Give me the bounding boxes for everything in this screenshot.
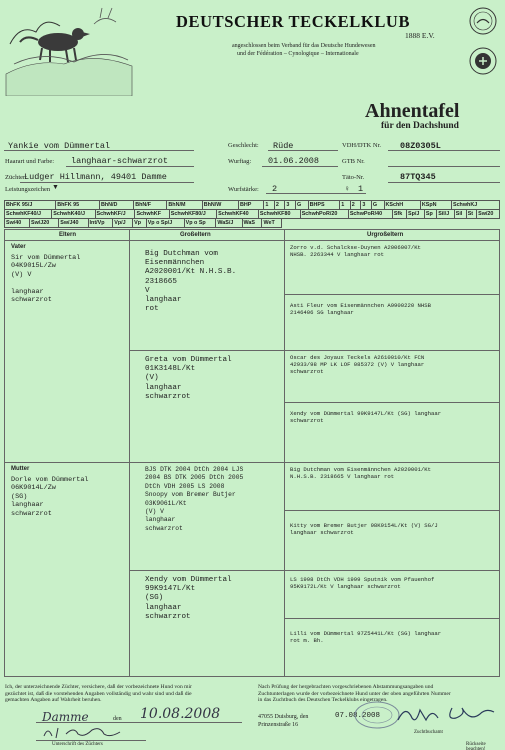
qual-cell: SchwhKF40 bbox=[217, 210, 259, 219]
vdh-number: 08Z0305L bbox=[400, 141, 441, 151]
club-year: 1888 E.V. bbox=[405, 31, 435, 40]
breeder-signature bbox=[40, 724, 140, 740]
coat-label: Haarart und Farbe: bbox=[5, 158, 55, 165]
qual-cell: St bbox=[466, 210, 476, 219]
dropdown-arrow-icon: ▼ bbox=[52, 184, 59, 191]
pedigree-table bbox=[4, 229, 500, 677]
qual-cell: KSpN bbox=[420, 201, 451, 210]
ggp-ss-sire: Zorro v.d. Schalckse-Duynen A2006007/Kt NHSB. 2263344 V langhaar rot bbox=[290, 244, 421, 258]
whelp-date: 01.06.2008 bbox=[268, 156, 320, 166]
ggp-divider-1 bbox=[284, 294, 499, 295]
col-header-grandparents: Großeltern bbox=[180, 232, 211, 238]
sex-line bbox=[268, 150, 338, 151]
qualification-row-3 bbox=[5, 219, 282, 228]
ggp-ss-dam: Asti Fleur vom Eisenmännchen A9900220 NHSB 2146406 SG langhaar bbox=[290, 302, 431, 316]
date-prefix: den bbox=[113, 716, 122, 722]
breeder-declaration: Ich, der unterzeichnende Züchter, versichere, daß der vorbezeichnete Hund von mir gezüchtet ist, daß die vorstehenden Angaben vollständig und wahr sind und daß die gemachten Angaben auf Wahrheit beruhen. bbox=[5, 684, 192, 704]
column-divider-1 bbox=[129, 230, 130, 676]
qual-cell: 2 bbox=[274, 201, 285, 210]
sire-dam-divider bbox=[5, 462, 499, 463]
dam-label: Mutter bbox=[11, 466, 30, 472]
qual-cell: BhN/W bbox=[202, 201, 238, 210]
qual-cell: SchwhKF/J bbox=[95, 210, 135, 219]
litter-label: Wurfstärke: bbox=[228, 186, 259, 193]
dam-sire-entry: BJS DTK 2004 DtCh 2004 LJS 2004 BS DTK 2005 DtCh 2005 DtCh VDH 2005 LS 2008 Snoopy vom Bremer Butjer 03K9061L/Kt (V) V langhaar schwarzrot bbox=[145, 466, 244, 532]
sire-grandparents-divider bbox=[129, 350, 499, 351]
sire-label: Vater bbox=[11, 244, 26, 250]
ggp-sd-sire: Oscar des Joyaux Teckels A2610010/Kt FCN 42933/98 MP LK LOF 085372 (V) V langhaar schwarzrot bbox=[290, 354, 425, 375]
breeder-line bbox=[20, 182, 194, 183]
qual-cell: Sp bbox=[424, 210, 436, 219]
qual-cell: SchwhPoR/20 bbox=[300, 210, 348, 219]
qual-cell: Sp/J bbox=[407, 210, 425, 219]
ggp-dd-sire: LS 1998 DtCh VDH 1999 Sputnik vom Pfauenhof 95K9172L/Kt V langhaar schwarzrot bbox=[290, 576, 435, 590]
date-handwritten: 10.08.2008 bbox=[140, 706, 221, 722]
qual-cell: WeT bbox=[262, 219, 282, 228]
qual-cell: G bbox=[371, 201, 384, 210]
document-title: Ahnentafel bbox=[365, 100, 460, 122]
breeder-signature-line bbox=[36, 740, 146, 741]
qual-cell: Sw/20 bbox=[477, 210, 500, 219]
qual-cell: SchwPoR/40 bbox=[348, 210, 392, 219]
header-divider bbox=[5, 240, 499, 241]
registry-stamp bbox=[352, 700, 402, 730]
registry-signature-caption: Zuchtbuchamt bbox=[414, 730, 443, 735]
litter-females: 1 bbox=[358, 184, 364, 194]
registry-address-2: Prinzenstraße 16 bbox=[258, 722, 299, 728]
col-header-greatgrandparents: Urgroßeltern bbox=[367, 232, 404, 238]
qual-cell: WaS/J bbox=[216, 219, 242, 228]
qual-cell: Sw/J40 bbox=[59, 219, 88, 228]
fci-seal-icon bbox=[468, 46, 498, 76]
qual-cell: SchwhK40/J bbox=[52, 210, 95, 219]
ggp-divider-3 bbox=[284, 510, 499, 511]
coat-line bbox=[66, 166, 194, 167]
litter-males: 2 bbox=[272, 184, 278, 194]
coat-value: langhaar-schwarzrot bbox=[71, 156, 168, 166]
qual-cell: Sil/J bbox=[437, 210, 455, 219]
tattoo-number: 87TQ345 bbox=[400, 172, 436, 182]
qual-cell: 2 bbox=[350, 201, 361, 210]
qual-cell: Vp o Sp/J bbox=[146, 219, 184, 228]
ggp-ds-sire: Big Dutchman vom Eisenmännchen A2020001/Kt N.H.S.B. 2318665 V langhaar rot bbox=[290, 466, 431, 480]
qual-cell: 1 bbox=[264, 201, 275, 210]
col-header-parents: Eltern bbox=[59, 232, 77, 238]
qual-cell: Sw/J20 bbox=[29, 219, 58, 228]
club-name: DEUTSCHER TECKELKLUB bbox=[176, 12, 411, 31]
breeder-signature-caption: Unterschrift des Züchters bbox=[52, 742, 103, 747]
sire-dam-entry: Greta vom Dümmertal 01K3148L/Kt (V) langhaar schwarzrot bbox=[145, 356, 232, 401]
qualification-row-1 bbox=[5, 201, 500, 210]
qual-cell: BhN/M bbox=[167, 201, 202, 210]
club-seal-icon bbox=[468, 6, 498, 36]
dam-dam-entry: Xendy vom Dümmertal 99K9147L/Kt (SG) langhaar schwarzrot bbox=[145, 576, 232, 621]
ggp-dd-dam: Lilli vom Dümmertal 97Z5441L/Kt (SG) langhaar rot m. Bh. bbox=[290, 630, 442, 644]
vdh-label: VDH/DTK Nr. bbox=[342, 142, 381, 149]
place-date-line bbox=[36, 722, 242, 723]
qual-cell: BHP bbox=[239, 201, 264, 210]
qual-cell: SchwhKF bbox=[135, 210, 169, 219]
qual-cell: BhFK 95/J bbox=[5, 201, 56, 210]
ggp-divider-2 bbox=[284, 402, 499, 403]
registry-declaration: Nach Prüfung der hergebrachten vorgeschriebenen Abstammungsangaben und Zuchtunterlagen wurde der vorbezeichnete Hund unter der oben angeführten Nummer in das Zuchtbuch des Deutschen Teckelklubs eingetragen. bbox=[258, 684, 451, 704]
affiliation-line-1: angeschlossen beim Verband für das Deutsche Hundewesen bbox=[232, 43, 376, 49]
dam-entry: Dorle vom Dümmertal 06K9014L/Zw (SG) langhaar schwarzrot bbox=[11, 476, 89, 518]
sire-sire-entry: Big Dutchman vom Eisenmännchen A2020001/Kt N.H.S.B. 2318665 V langhaar rot bbox=[145, 250, 237, 314]
registry-date: 07.08.2008 bbox=[335, 712, 381, 720]
qualification-grid bbox=[4, 200, 500, 228]
qual-cell: Int/Vp bbox=[88, 219, 113, 228]
performance-label: Leistungszeichen bbox=[5, 186, 51, 193]
gtb-line bbox=[388, 166, 500, 167]
tattoo-label: Täto-Nr. bbox=[342, 174, 365, 181]
qual-cell: Vp/J bbox=[113, 219, 133, 228]
dog-name-line bbox=[4, 150, 194, 151]
gtb-label: GTB Nr. bbox=[342, 158, 365, 165]
qual-cell: BhFK 95 bbox=[56, 201, 100, 210]
qualification-row-2 bbox=[5, 210, 500, 219]
qual-cell: SchwhKF40/J bbox=[5, 210, 52, 219]
tattoo-line bbox=[388, 182, 500, 183]
female-symbol-icon: ♀ bbox=[344, 184, 350, 193]
dog-name: Yankie vom Dümmertal bbox=[8, 141, 111, 151]
ggp-sd-dam: Xendy vom Dümmertal 99K9147L/Kt (SG) langhaar schwarzrot bbox=[290, 410, 442, 424]
registry-address-1: 47055 Duisburg, den bbox=[258, 714, 309, 720]
whelp-label: Wurftag: bbox=[228, 158, 252, 165]
qual-cell: Sil bbox=[454, 210, 466, 219]
qual-cell: 3 bbox=[361, 201, 372, 210]
qual-cell: KSchH bbox=[384, 201, 420, 210]
column-divider-2 bbox=[284, 230, 285, 676]
document-subtitle: für den Dachshund bbox=[381, 121, 459, 131]
qual-cell: Vp o Sp bbox=[184, 219, 216, 228]
affiliation-line-2: und der Fédération – Cynologique – Internationale bbox=[237, 51, 359, 57]
qual-cell: WaS bbox=[242, 219, 262, 228]
qual-cell: 1 bbox=[340, 201, 351, 210]
sex-label: Geschlecht: bbox=[228, 142, 259, 149]
qual-cell: SchwhKF80 bbox=[258, 210, 300, 219]
breeder-value: Ludger Hillmann, 49401 Damme bbox=[24, 172, 167, 182]
breeder-label: Züchter: bbox=[5, 174, 28, 181]
qual-cell: BhN/F bbox=[134, 201, 167, 210]
see-back-note: Rückseite beachten! bbox=[466, 742, 486, 750]
ggp-divider-4 bbox=[284, 618, 499, 619]
litter-line bbox=[266, 193, 366, 194]
qual-cell: Vp bbox=[133, 219, 147, 228]
registry-signature bbox=[396, 702, 498, 726]
qual-cell: BHPS bbox=[308, 201, 340, 210]
qual-cell: Sfk bbox=[392, 210, 406, 219]
dam-grandparents-divider bbox=[129, 570, 499, 571]
ggp-ds-dam: Kitty vom Bremer Butjer 98K9154L/Kt (V) SG/J langhaar schwarzrot bbox=[290, 522, 438, 536]
qual-cell: Sw/40 bbox=[5, 219, 29, 228]
vdh-line bbox=[388, 150, 500, 151]
sex-value: Rüde bbox=[273, 141, 294, 151]
whelp-line bbox=[262, 166, 338, 167]
qual-cell: SchwhKF80/J bbox=[169, 210, 216, 219]
qual-cell: G bbox=[295, 201, 308, 210]
qual-cell: 3 bbox=[285, 201, 296, 210]
place-handwritten: Damme bbox=[42, 710, 89, 724]
sire-entry: Sir vom Dümmertal 04K9015L/Zw (V) V langhaar schwarzrot bbox=[11, 254, 81, 305]
qual-cell: SchwhKJ bbox=[451, 201, 499, 210]
qual-cell: BhN/D bbox=[99, 201, 133, 210]
hunter-dog-illustration bbox=[4, 4, 134, 96]
